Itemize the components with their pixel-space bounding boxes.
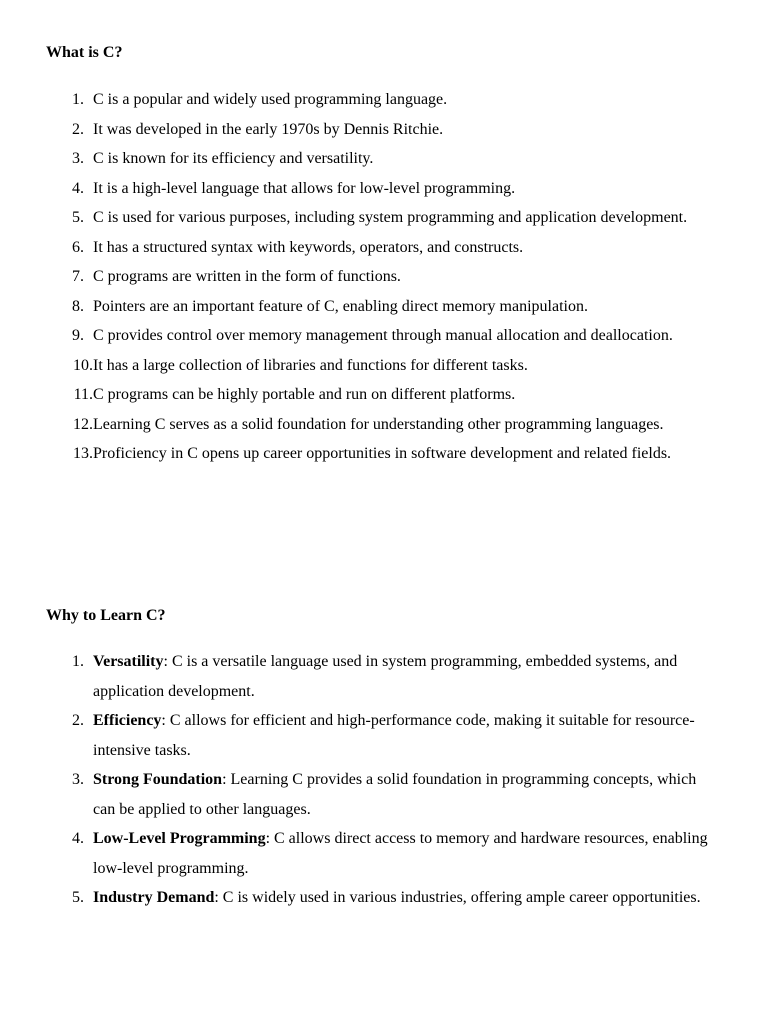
- list-item: [0, 203, 768, 233]
- list-item-term: Low-Level Programming: [93, 830, 266, 847]
- list-item-description: : C allows direct access to memory and hardware resources, enabling low-level programming.: [93, 830, 708, 877]
- list-item-description: : C is a versatile language used in system programming, embedded systems, and application development.: [93, 653, 678, 700]
- list-item-term: Versatility: [93, 653, 164, 670]
- list-item-text: C is known for its efficiency and versatility.: [93, 150, 374, 167]
- list-item: [0, 410, 768, 440]
- list-item: [0, 115, 768, 145]
- list-number: 6.: [72, 238, 84, 256]
- list-item-description: : C is widely used in various industries, offering ample career opportunities.: [214, 889, 701, 906]
- list-item-text: C provides control over memory management through manual allocation and deallocation.: [93, 327, 673, 344]
- list-number: 10.: [73, 356, 93, 374]
- what-is-c-list: [0, 85, 768, 469]
- why-learn-c-list: [0, 647, 768, 913]
- section-heading-why-learn-c: Why to Learn C?: [46, 607, 166, 624]
- list-item: [0, 439, 768, 469]
- list-item-text: C is used for various purposes, including system programming and application development.: [93, 209, 688, 226]
- list-item-text: Learning C serves as a solid foundation for understanding other programming languages.: [93, 415, 664, 433]
- list-item: [0, 706, 768, 765]
- list-item-text: [93, 712, 695, 759]
- list-number: 13.: [73, 445, 93, 462]
- list-number: 4.: [72, 830, 84, 847]
- list-number: 3.: [72, 150, 84, 167]
- list-item: [0, 233, 768, 263]
- list-number: 4.: [72, 179, 84, 197]
- list-item-text: Pointers are an important feature of C, enabling direct memory manipulation.: [93, 297, 588, 315]
- list-item: [0, 647, 768, 706]
- list-item-text: [93, 830, 708, 877]
- list-item: [0, 174, 768, 204]
- list-item-text: C programs can be highly portable and run on different platforms.: [93, 386, 516, 403]
- list-item: [0, 262, 768, 292]
- list-item-text: [93, 889, 701, 906]
- list-item-term: Industry Demand: [93, 889, 215, 906]
- list-number: 5.: [72, 889, 84, 906]
- list-item-text: It has a large collection of libraries and functions for different tasks.: [93, 356, 528, 374]
- list-item: [0, 292, 768, 322]
- list-item: [0, 85, 768, 115]
- list-item-text: It has a structured syntax with keywords, operators, and constructs.: [93, 238, 524, 256]
- list-number: 7.: [72, 268, 84, 285]
- section-heading-what-is-c: What is C?: [46, 44, 123, 61]
- list-item-term: Efficiency: [93, 712, 162, 729]
- list-item: [0, 351, 768, 381]
- list-item: [0, 380, 768, 410]
- list-number: 5.: [72, 209, 84, 226]
- list-item-text: It is a high-level language that allows for low-level programming.: [93, 179, 516, 197]
- list-number: 1.: [72, 653, 84, 670]
- list-item-text: Proficiency in C opens up career opportunities in software development and related fields.: [93, 445, 672, 462]
- list-number: 3.: [72, 771, 84, 788]
- list-item-term: Strong Foundation: [93, 771, 223, 788]
- list-number: 2.: [72, 712, 84, 729]
- list-item: [0, 321, 768, 351]
- list-item-description: : Learning C provides a solid foundation in programming concepts, which can be applied to other languages.: [93, 771, 697, 818]
- list-item-text: [93, 653, 677, 700]
- list-number: 2.: [72, 120, 84, 138]
- list-item-text: It was developed in the early 1970s by Dennis Ritchie.: [93, 120, 444, 138]
- list-item-text: C is a popular and widely used programming language.: [93, 91, 448, 108]
- list-number: 8.: [72, 297, 84, 315]
- list-item-text: C programs are written in the form of functions.: [93, 268, 401, 285]
- list-item: [0, 765, 768, 824]
- list-number: 12.: [73, 415, 93, 433]
- list-number: 9.: [72, 327, 84, 344]
- list-item: [0, 824, 768, 883]
- list-number: 1.: [72, 91, 84, 108]
- list-number: 11.: [73, 386, 93, 403]
- list-item: [0, 883, 768, 913]
- list-item: [0, 144, 768, 174]
- list-item-text: [93, 771, 696, 818]
- list-item-description: : C allows for efficient and high-performance code, making it suitable for resource-intensive tasks.: [93, 712, 695, 759]
